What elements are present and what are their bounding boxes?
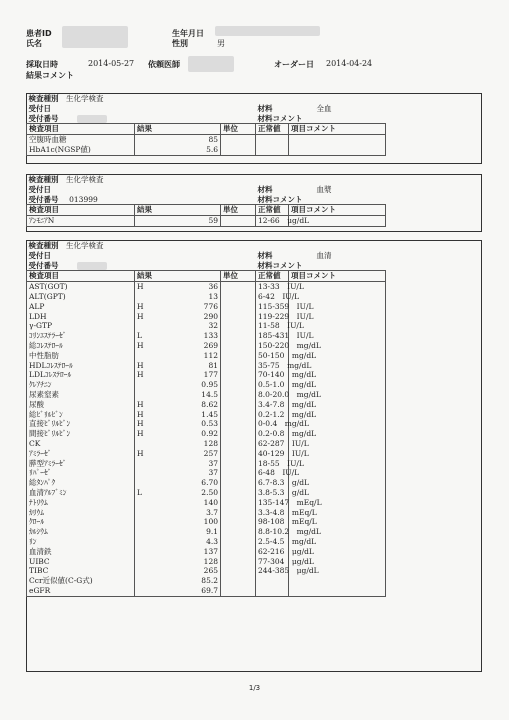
result-value: 0.53: [201, 419, 218, 429]
result-cell: [135, 135, 221, 145]
collect-value: 2014-05-27: [88, 59, 135, 68]
sex-label: 性別: [172, 39, 188, 48]
result-row: [27, 370, 483, 380]
test-name: LDLｺﾚｽﾃﾛｰﾙ: [27, 370, 135, 380]
result-cell: [135, 527, 221, 537]
test-name: 総ﾀﾝﾊﾟｸ: [27, 478, 135, 488]
result-cell: [135, 508, 221, 518]
unit-cell: [221, 459, 256, 469]
received-label: 受付日: [28, 250, 51, 260]
unit-cell: [221, 439, 256, 449]
normal-range: 2.5-4.5 mg/dL: [256, 537, 289, 547]
category-label: 検査種別: [28, 175, 59, 184]
item-comment-cell: [289, 135, 386, 145]
unit-cell: [221, 351, 256, 361]
result-row: [27, 566, 483, 576]
col-unit: 単位: [221, 271, 256, 282]
abnormal-flag: H: [137, 370, 144, 380]
normal-range: [256, 586, 289, 596]
normal-range: 11-58 IU/L: [256, 321, 289, 331]
normal-range: 70-140 mg/dL: [256, 370, 289, 380]
unit-cell: [221, 586, 256, 596]
result-row: [27, 135, 483, 145]
result-cell: [135, 341, 221, 351]
result-row: [27, 449, 483, 459]
category-value: 生化学検査: [66, 94, 104, 103]
normal-range: 8.0-20.0 mg/dL: [256, 390, 289, 400]
abnormal-flag: H: [137, 419, 144, 429]
result-value: 59: [208, 216, 218, 226]
normal-range: 185-431 IU/L: [256, 331, 289, 341]
result-value: 8.62: [201, 399, 218, 409]
unit-cell: [221, 292, 256, 302]
unit-cell: [221, 331, 256, 341]
normal-range: 35-75 mg/dL: [256, 361, 289, 371]
test-name: ﾅﾄﾘｳﾑ: [27, 498, 135, 508]
patient-id-label: 患者ID: [26, 29, 52, 38]
result-cell: [135, 331, 221, 341]
col-item: 検査項目: [27, 205, 135, 216]
material-comment-label: 材料コメント: [257, 260, 303, 270]
test-name: 間接ﾋﾞﾘﾙﾋﾞﾝ: [27, 429, 135, 439]
unit-cell: [221, 282, 256, 292]
normal-range: 0.2-1.2 mg/dL: [256, 410, 289, 420]
redacted-receipt: [77, 262, 107, 270]
item-comment-cell: [289, 292, 386, 302]
result-cell: [135, 361, 221, 371]
result-row: [27, 517, 483, 527]
normal-range: [256, 145, 289, 155]
test-name: UIBC: [27, 557, 135, 567]
result-value: 13: [208, 291, 218, 301]
test-name: HbA1c(NGSP値): [27, 145, 135, 155]
test-name: ﾘﾊﾟｰｾﾞ: [27, 468, 135, 478]
result-cell: [135, 410, 221, 420]
result-value: 69.7: [201, 585, 218, 595]
result-cell: [135, 400, 221, 410]
normal-range: [256, 135, 289, 145]
material-comment-label: 材料コメント: [257, 194, 303, 204]
abnormal-flag: L: [137, 487, 142, 497]
result-cell: [135, 557, 221, 567]
unit-cell: [221, 361, 256, 371]
unit-cell: [221, 370, 256, 380]
result-cell: [135, 282, 221, 292]
result-value: 133: [203, 331, 218, 341]
result-value: 85.2: [201, 576, 218, 586]
abnormal-flag: H: [137, 429, 144, 439]
result-cell: [135, 517, 221, 527]
unit-cell: [221, 498, 256, 508]
normal-range: 119-229 IU/L: [256, 312, 289, 322]
normal-range: 98-108 mEq/L: [256, 517, 289, 527]
result-row: [27, 312, 483, 322]
unit-cell: [221, 449, 256, 459]
normal-range: 18-55 IU/L: [256, 459, 289, 469]
normal-range: 0.5-1.0 mg/dL: [256, 380, 289, 390]
unit-cell: [221, 390, 256, 400]
normal-range: 12-66 μg/dL: [256, 216, 289, 227]
test-name: 血清ｱﾙﾌﾞﾐﾝ: [27, 488, 135, 498]
category-value: 生化学検査: [66, 175, 104, 184]
result-row: [27, 576, 483, 586]
dob-label: 生年月日: [172, 29, 204, 38]
result-value: 0.92: [201, 429, 218, 439]
unit-cell: [221, 488, 256, 498]
test-name: ｶﾙｼｳﾑ: [27, 527, 135, 537]
result-comment-label: 結果コメント: [26, 71, 74, 80]
page-number: 1/3: [248, 684, 261, 692]
result-cell: [135, 459, 221, 469]
result-value: 776: [203, 301, 218, 311]
result-value: 128: [203, 556, 218, 566]
material-label: 材料: [257, 103, 273, 113]
test-name: 空腹時血糖: [27, 135, 135, 145]
result-value: 6.70: [201, 478, 218, 488]
name-label: 氏名: [26, 39, 42, 48]
unit-cell: [221, 468, 256, 478]
unit-cell: [221, 419, 256, 429]
unit-cell: [221, 321, 256, 331]
col-unit: 単位: [221, 124, 256, 135]
category-value: 生化学検査: [66, 241, 104, 250]
order-value: 2014-04-24: [326, 59, 373, 68]
material-value: 全血: [316, 103, 332, 113]
result-row: [27, 478, 483, 488]
unit-cell: [221, 547, 256, 557]
unit-cell: [221, 302, 256, 312]
normal-range: 13-33 IU/L: [256, 282, 289, 292]
unit-cell: [221, 341, 256, 351]
result-row: [27, 508, 483, 518]
unit-cell: [221, 429, 256, 439]
test-name: 総ｺﾚｽﾃﾛｰﾙ: [27, 341, 135, 351]
col-item: 検査項目: [27, 124, 135, 135]
material-label: 材料: [257, 184, 273, 194]
normal-range: [256, 576, 289, 586]
result-value: 100: [203, 517, 218, 527]
item-comment-cell: [289, 145, 386, 155]
test-name: eGFR: [27, 586, 135, 596]
test-name: TIBC: [27, 566, 135, 576]
result-row: [27, 292, 483, 302]
normal-range: 50-150 mg/dL: [256, 351, 289, 361]
col-item: 検査項目: [27, 271, 135, 282]
normal-range: 150-220 mg/dL: [256, 341, 289, 351]
abnormal-flag: H: [137, 311, 144, 321]
result-value: 37: [208, 458, 218, 468]
result-value: 112: [203, 350, 218, 360]
material-value: 血漿: [316, 184, 332, 194]
normal-range: 77-304 μg/dL: [256, 557, 289, 567]
order-label: オーダー日: [274, 60, 314, 69]
section-3-table: [26, 241, 483, 597]
redacted-patient-id: [62, 26, 128, 48]
normal-range: 115-359 IU/L: [256, 302, 289, 312]
result-row: [27, 400, 483, 410]
result-row: [27, 390, 483, 400]
received-label: 受付日: [28, 184, 51, 194]
result-cell: [135, 216, 221, 227]
result-row: [27, 498, 483, 508]
category-label: 検査種別: [28, 241, 59, 250]
result-value: 1.45: [201, 409, 218, 419]
test-name: 血清鉄: [27, 547, 135, 557]
test-name: AST(GOT): [27, 282, 135, 292]
unit-cell: [221, 400, 256, 410]
result-cell: [135, 312, 221, 322]
result-cell: [135, 547, 221, 557]
result-cell: [135, 586, 221, 596]
result-cell: [135, 380, 221, 390]
normal-range: 3.3-4.8 mEq/L: [256, 508, 289, 518]
abnormal-flag: H: [137, 399, 144, 409]
result-cell: [135, 498, 221, 508]
test-name: ｱﾐﾗｰｾﾞ: [27, 449, 135, 459]
normal-range: 244-385 μg/dL: [256, 566, 289, 576]
item-comment-cell: [289, 586, 386, 596]
result-value: 128: [203, 438, 218, 448]
unit-cell: [221, 566, 256, 576]
test-name: ALP: [27, 302, 135, 312]
test-name: HDLｺﾚｽﾃﾛｰﾙ: [27, 361, 135, 371]
abnormal-flag: H: [137, 340, 144, 350]
result-row: [27, 331, 483, 341]
abnormal-flag: H: [137, 282, 144, 292]
result-value: 32: [208, 321, 218, 331]
result-value: 14.5: [201, 389, 218, 399]
test-name: Ccr近似値(C-G式): [27, 576, 135, 586]
result-value: 36: [208, 282, 218, 292]
result-row: [27, 282, 483, 292]
test-name: ｱﾝﾓﾆｱN: [27, 216, 135, 227]
unit-cell: [221, 410, 256, 420]
abnormal-flag: H: [137, 301, 144, 311]
unit-cell: [221, 312, 256, 322]
normal-range: 62-287 IU/L: [256, 439, 289, 449]
result-row: [27, 419, 483, 429]
test-name: 総ﾋﾞﾘﾙﾋﾞﾝ: [27, 410, 135, 420]
abnormal-flag: H: [137, 360, 144, 370]
unit-cell: [221, 508, 256, 518]
result-row: [27, 547, 483, 557]
unit-cell: [221, 537, 256, 547]
item-comment-cell: [289, 576, 386, 586]
test-name: ALT(GPT): [27, 292, 135, 302]
normal-range: 0.2-0.8 mg/dL: [256, 429, 289, 439]
result-cell: [135, 566, 221, 576]
result-value: 3.7: [206, 507, 218, 517]
material-label: 材料: [257, 250, 273, 260]
test-name: γ-GTP: [27, 321, 135, 331]
section-1-table: [26, 94, 483, 156]
result-value: 85: [208, 135, 218, 145]
result-value: 257: [203, 448, 218, 458]
result-value: 269: [203, 340, 218, 350]
result-value: 265: [203, 566, 218, 576]
result-value: 290: [203, 311, 218, 321]
result-cell: [135, 488, 221, 498]
result-value: 4.3: [206, 536, 218, 546]
result-value: 2.50: [201, 487, 218, 497]
section-2-table: [26, 175, 483, 227]
result-value: 9.1: [206, 527, 218, 537]
result-value: 137: [203, 546, 218, 556]
receipt-no-label: 受付番号: [28, 113, 59, 123]
result-cell: [135, 439, 221, 449]
col-normal: 正常値: [256, 205, 289, 216]
col-result: 結果: [135, 205, 221, 216]
normal-range: 40-129 IU/L: [256, 449, 289, 459]
result-row: [27, 459, 483, 469]
result-row: [27, 380, 483, 390]
material-comment-label: 材料コメント: [257, 113, 303, 123]
test-name: ｶﾘｳﾑ: [27, 508, 135, 518]
result-cell: [135, 419, 221, 429]
col-normal: 正常値: [256, 124, 289, 135]
col-result: 結果: [135, 124, 221, 135]
test-name: 直接ﾋﾞﾘﾙﾋﾞﾝ: [27, 419, 135, 429]
normal-range: 8.8-10.2 mg/dL: [256, 527, 289, 537]
result-row: [27, 410, 483, 420]
test-name: LDH: [27, 312, 135, 322]
col-item-comment: 項目コメント: [289, 124, 386, 135]
result-cell: [135, 478, 221, 488]
unit-cell: [221, 478, 256, 488]
abnormal-flag: H: [137, 409, 144, 419]
result-row: [27, 488, 483, 498]
abnormal-flag: H: [137, 448, 144, 458]
receipt-no-value: 013999: [69, 194, 98, 204]
result-cell: [135, 449, 221, 459]
result-row: [27, 468, 483, 478]
redacted-doctor: [188, 56, 234, 72]
result-row: [27, 216, 483, 227]
result-row: [27, 439, 483, 449]
result-cell: [135, 145, 221, 155]
result-row: [27, 361, 483, 371]
col-item-comment: 項目コメント: [289, 205, 386, 216]
result-cell: [135, 370, 221, 380]
test-name: CK: [27, 439, 135, 449]
result-cell: [135, 429, 221, 439]
unit-cell: [221, 380, 256, 390]
result-row: [27, 321, 483, 331]
unit-cell: [221, 145, 256, 155]
result-cell: [135, 390, 221, 400]
test-name: ﾘﾝ: [27, 537, 135, 547]
result-value: 81: [208, 360, 218, 370]
normal-range: 0-0.4 mg/dL: [256, 419, 289, 429]
result-value: 0.95: [201, 380, 218, 390]
redacted-receipt: [77, 115, 107, 123]
result-value: 177: [203, 370, 218, 380]
result-row: [27, 351, 483, 361]
result-row: [27, 145, 483, 155]
result-value: 37: [208, 468, 218, 478]
test-name: ｺﾘﾝｴｽﾃﾗｰｾﾞ: [27, 331, 135, 341]
normal-range: 6-42 IU/L: [256, 292, 289, 302]
result-row: [27, 586, 483, 596]
test-name: 尿酸: [27, 400, 135, 410]
material-value: 血清: [316, 250, 332, 260]
abnormal-flag: L: [137, 331, 142, 341]
result-row: [27, 429, 483, 439]
result-cell: [135, 537, 221, 547]
doctor-label: 依頼医師: [148, 60, 180, 69]
result-row: [27, 527, 483, 537]
normal-range: 135-147 mEq/L: [256, 498, 289, 508]
test-name: ｸﾛｰﾙ: [27, 517, 135, 527]
normal-range: 3.4-7.8 mg/dL: [256, 400, 289, 410]
col-unit: 単位: [221, 205, 256, 216]
result-cell: [135, 468, 221, 478]
unit-cell: [221, 135, 256, 145]
item-comment-cell: [289, 468, 386, 478]
result-value: 140: [203, 497, 218, 507]
unit-cell: [221, 576, 256, 586]
received-label: 受付日: [28, 103, 51, 113]
unit-cell: [221, 216, 256, 227]
test-name: 中性脂肪: [27, 351, 135, 361]
normal-range: 6.7-8.3 g/dL: [256, 478, 289, 488]
normal-range: 3.8-5.3 g/dL: [256, 488, 289, 498]
col-normal: 正常値: [256, 271, 289, 282]
result-row: [27, 537, 483, 547]
redacted-dob: [215, 26, 320, 36]
result-row: [27, 557, 483, 567]
category-label: 検査種別: [28, 94, 59, 103]
test-name: 尿素窒素: [27, 390, 135, 400]
unit-cell: [221, 557, 256, 567]
result-cell: [135, 351, 221, 361]
col-item-comment: 項目コメント: [289, 271, 386, 282]
unit-cell: [221, 527, 256, 537]
result-cell: [135, 321, 221, 331]
result-cell: [135, 292, 221, 302]
result-value: 5.6: [206, 144, 218, 154]
result-cell: [135, 302, 221, 312]
normal-range: 6-48 IU/L: [256, 468, 289, 478]
test-name: ｸﾚｱﾁﾆﾝ: [27, 380, 135, 390]
normal-range: 62-216 μg/dL: [256, 547, 289, 557]
collect-label: 採取日時: [26, 60, 58, 69]
unit-cell: [221, 517, 256, 527]
result-cell: [135, 576, 221, 586]
receipt-no-label: 受付番号: [28, 260, 59, 270]
receipt-no-label: 受付番号: [28, 194, 59, 204]
sex-value: 男: [217, 39, 225, 48]
result-row: [27, 302, 483, 312]
result-row: [27, 341, 483, 351]
col-result: 結果: [135, 271, 221, 282]
test-name: 膵型ｱﾐﾗｰｾﾞ: [27, 459, 135, 469]
